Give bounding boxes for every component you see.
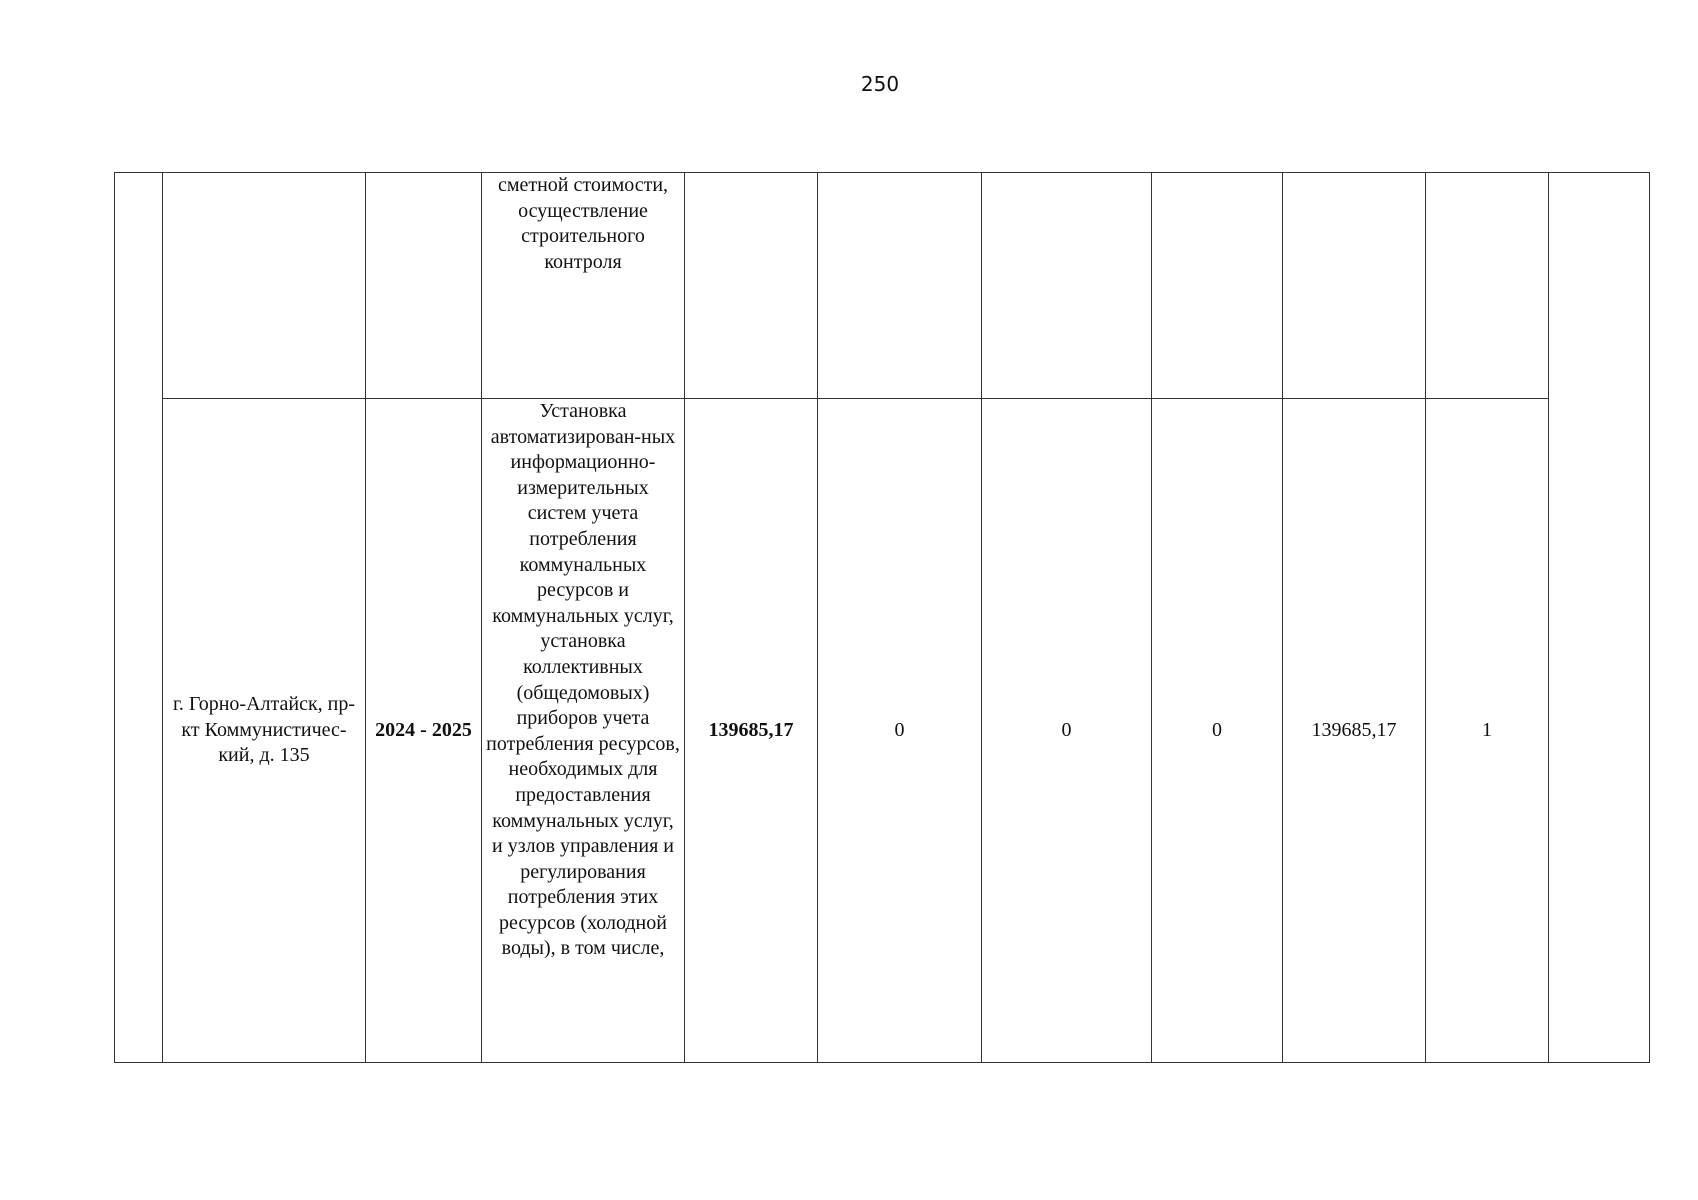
address-cell (163, 173, 366, 399)
quantity-cell: 1 (1426, 399, 1549, 1063)
fund-1-cell (818, 173, 982, 399)
work-description-cell: сметной стоимости, осуществление строительного контроля (482, 173, 685, 399)
fund-1-cell: 0 (818, 399, 982, 1063)
period-cell: 2024 - 2025 (366, 399, 482, 1063)
estimate-table (114, 172, 1650, 1063)
total-cost-cell (685, 173, 818, 399)
page-number: 250 (860, 72, 900, 96)
address-cell: г. Горно-Алтайск, пр-кт Коммунистичес-кий, д. 135 (163, 399, 366, 1063)
quantity-cell (1426, 173, 1549, 399)
fund-4-cell: 139685,17 (1283, 399, 1426, 1063)
total-cost-cell: 139685,17 (685, 399, 818, 1063)
trailing-cell (1549, 173, 1650, 1063)
table-row-main (115, 399, 1650, 1063)
fund-3-cell: 0 (1152, 399, 1283, 1063)
table-row-continued (115, 173, 1650, 399)
fund-2-cell: 0 (982, 399, 1152, 1063)
period-cell (366, 173, 482, 399)
work-description-cell: Установка автоматизирован-ных информационно-измерительных систем учета потребления коммунальных ресурсов и коммунальных услуг, установка коллективных (общедомовых) приборов учета потребления ресурсов, необходимых для предоставления коммунальных услуг, и узлов управления и регулирования потребления этих ресурсов (холодной воды), в том числе, (482, 399, 685, 1063)
row-number-cell (115, 173, 163, 1063)
fund-2-cell (982, 173, 1152, 399)
fund-3-cell (1152, 173, 1283, 399)
fund-4-cell (1283, 173, 1426, 399)
